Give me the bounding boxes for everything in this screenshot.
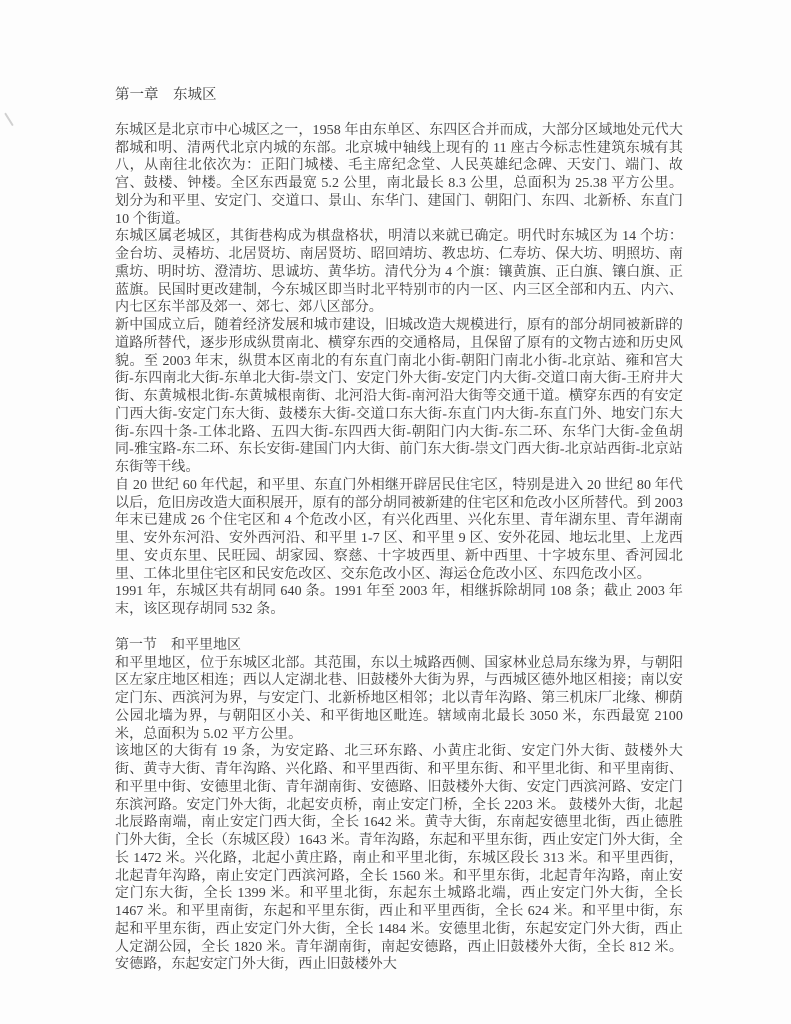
paragraph-district-overview: 东城区是北京市中心城区之一，1958 年由东单区、东四区合并而成，大部分区域地处元代大都城和明、清两代北京内城的东部。北京城中轴线上现有的 11 座古今标志性建筑东城有其八，从南往北依次为：正阳门城楼、毛主席纪念堂、人民英雄纪念碑、天安门、端门、故宫、鼓楼、钟楼。全区东西最宽 5.2 公里，南北最长 8.3 公里，总面积为 25.38 平方公里。划分为和平里、安定门、交道口、景山、东华门、建国门、朝阳门、东四、北新桥、东直门 10 个街道。 <box>115 122 683 227</box>
paragraph-hutong-counts: 1991 年，东城区共有胡同 640 条。1991 年至 2003 年，相继拆除胡同 108 条；截止 2003 年末，该区现存胡同 532 条。 <box>115 584 683 617</box>
scan-artifact-mark <box>4 113 13 127</box>
paragraph-hepingli-boundaries: 和平里地区，位于东城区北部。其范围，东以土城路西侧、国家林业总局东缘为界，与朝阳区左家庄地区相连；西以人定湖北巷、旧鼓楼外大街为界，与西城区德外地区相接；南以安定门东、西滨河为界，与安定门、北新桥地区相邻；北以青年沟路、第三机床厂北缘、柳荫公园北墙为界，与朝阳区小关、和平街地区毗连。辖域南北最长 3050 米，东西最宽 2100 米，总面积为 5.02 平方公里。 <box>115 655 683 742</box>
document-content <box>115 87 683 974</box>
paragraph-old-city-history: 东城区属老城区，其街巷构成为棋盘格状，明清以来就已确定。明代时东城区为 14 个坊：金台坊、灵椿坊、北居贤坊、南居贤坊、昭回靖坊、教忠坊、仁寿坊、保大坊、明照坊、南熏坊、明时坊、澄清坊、思诚坊、黄华坊。清代分为 4 个旗：镶黄旗、正白旗、镶白旗、正蓝旗。民国时更改建制，今东城区即当时北平特别市的内一区、内三区全部和内五、内六、内七区东半部及郊一、郊七、郊八区部分。 <box>115 229 683 316</box>
paragraph-road-network: 新中国成立后，随着经济发展和城市建设，旧城改造大规模进行，原有的部分胡同被新辟的道路所替代，逐步形成纵贯南北、横穿东西的交通格局，且保留了原有的文物古迹和历史风貌。至 2003 年末，纵贯本区南北的有东直门南北小街-朝阳门南北小街-北京站、雍和宫大街-东四南北大街-东单北大街-崇文门、安定门外大街-安定门内大街-交道口南大街-王府井大街、东黄城根北街-东黄城根南街、北河沿大街-南河沿大街等交通干道。横穿东西的有安定门西大街-安定门东大街、鼓楼东大街-交道口东大街-东直门内大街-东直门外、地安门东大街-东四十条-工体北路、五四大街-东四西大街-朝阳门内大街-东二环、东华门大街-金鱼胡同-雅宝路-东二环、东长安街-建国门内大街、前门东大街-崇文门西大街-北京站西街-北京站东街等干线。 <box>115 318 683 475</box>
paragraph-residential-areas: 自 20 世纪 60 年代起，和平里、东直门外相继开辟居民住宅区，特别是进入 20 世纪 80 年代以后，危旧房改造大面积展开，原有的部分胡同被新建的住宅区和危改小区所替代。到 2003 年末已建成 26 个住宅区和 4 个危改小区，有兴化西里、兴化东里、青年湖东里、青年湖南里、安外东河沿、安外西河沿、和平里 1-7 区、和平里 9 区、安外花园、地坛北里、上龙西里、安贞东里、民旺园、胡家园、察慈、十字坡西里、新中西里、十字坡东里、香河园北里、工体北里住宅区和民安危改区、交东危改小区、海运仓危改小区、东四危改小区。 <box>115 477 683 582</box>
paragraph-hepingli-streets: 该地区的大街有 19 条，为安定路、北三环东路、小黄庄北街、安定门外大街、鼓楼外大街、黄寺大街、青年沟路、兴化路、和平里西街、和平里东街、和平里北街、和平里南街、和平里中街、安德里北街、青年湖南街、安德路、旧鼓楼外大街、安定门西滨河路、安定门东滨河路。安定门外大街，北起安贞桥，南止安定门桥，全长 2203 米。 鼓楼外大街，北起北辰路南端，南止安定门西大街，全长 1642 米。黄寺大街，东南起安德里北街，西止德胜门外大街，全长（东城区段）1643 米。青年沟路，东起和平里东街，西止安定门外大街，全长 1472 米。兴化路，北起小黄庄路，南止和平里北街，东城区段长 313 米。和平里西街，北起青年沟路，南止安定门西滨河路，全长 1560 米。和平里东街，北起青年沟路，南止安定门东大街，全长 1399 米。和平里北街，东起东土城路北端，西止安定门外大街，全长 1467 米。和平里南街，东起和平里东街，西止和平里西街，全长 624 米。和平里中街，东起和平里东街，西止安定门外大街，全长 1484 米。安德里北街，东起安定门外大街，西止人定湖公园，全长 1820 米。青年湖南街，南起安德路，西止旧鼓楼外大街，全长 812 米。安德路，东起安定门外大街，西止旧鼓楼外大 <box>115 744 683 973</box>
chapter-title: 第一章 东城区 <box>115 87 217 103</box>
section-title: 第一节 和平里地区 <box>115 637 241 653</box>
